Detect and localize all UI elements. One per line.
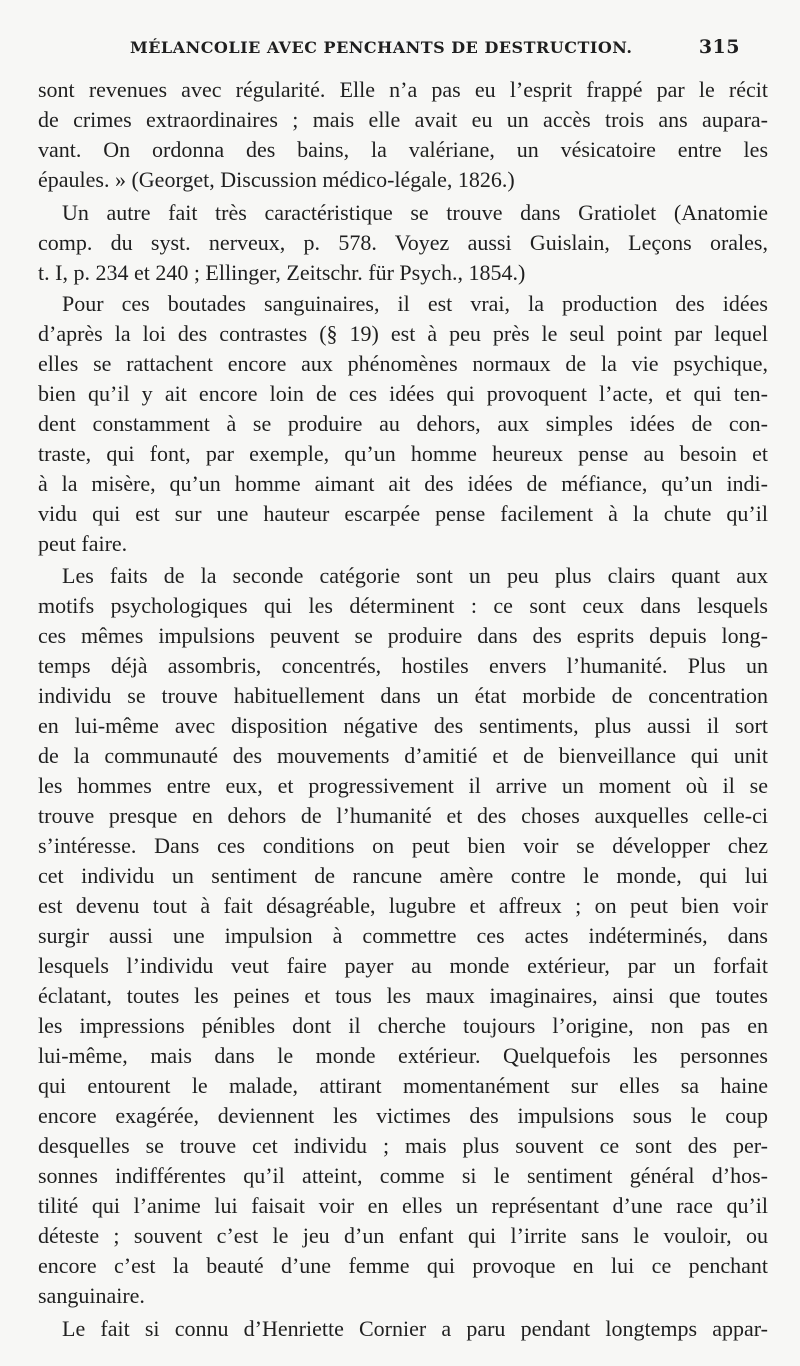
text-line: est devenu tout à fait désagréable, lugubre et affreux ; on peut bien voir: [38, 893, 768, 918]
text-line: traste, qui font, par exemple, qu’un homme heureux pense au besoin et: [38, 441, 768, 466]
text-line: vant. On ordonna des bains, la valériane, un vésicatoire entre les: [38, 137, 768, 162]
text-line: ces mêmes impulsions peuvent se produire dans des esprits depuis long-: [38, 623, 768, 648]
text-line: en lui-même avec disposition négative des sentiments, plus aussi il sort: [38, 713, 768, 738]
page-header: [130, 38, 740, 64]
text-line: cet individu un sentiment de rancune amère contre le monde, qui lui: [38, 863, 768, 888]
text-line: les impressions pénibles dont il cherche toujours l’origine, non pas en: [38, 1013, 768, 1038]
text-line: de la communauté des mouvements d’amitié et de bienveillance qui unit: [38, 743, 768, 768]
running-title: MÉLANCOLIE AVEC PENCHANTS DE DESTRUCTION.: [130, 38, 633, 57]
text-line: de crimes extraordinaires ; mais elle avait eu un accès trois ans aupara-: [38, 107, 768, 132]
text-line: t. I, p. 234 et 240 ; Ellinger, Zeitschr. für Psych., 1854.): [38, 260, 526, 285]
text-line: à la misère, qu’un homme aimant ait des idées de méfiance, qu’un indi-: [38, 471, 768, 496]
text-line: peut faire.: [38, 531, 128, 556]
text-line: elles se rattachent encore aux phénomènes normaux de la vie psychique,: [38, 351, 768, 376]
text-line: lui-même, mais dans le monde extérieur. Quelquefois les personnes: [38, 1043, 768, 1068]
text-line: desquelles se trouve cet individu ; mais plus souvent ce sont des per-: [38, 1133, 768, 1158]
text-line: d’après la loi des contrastes (§ 19) est à peu près le seul point par lequel: [38, 321, 768, 346]
text-line: sont revenues avec régularité. Elle n’a pas eu l’esprit frappé par le récit: [38, 77, 768, 102]
text-line: comp. du syst. nerveux, p. 578. Voyez aussi Guislain, Leçons orales,: [38, 230, 768, 255]
text-line: déteste ; souvent c’est le jeu d’un enfant qui l’irrite sans le vouloir, ou: [38, 1223, 768, 1248]
text-line: dent constamment à se produire au dehors, aux simples idées de con-: [38, 411, 768, 436]
text-line: éclatant, toutes les peines et tous les maux imaginaires, ainsi que toutes: [38, 983, 768, 1008]
text-line: lesquels l’individu veut faire payer au monde extérieur, par un forfait: [38, 953, 768, 978]
text-line: Les faits de la seconde catégorie sont un peu plus clairs quant aux: [62, 563, 768, 588]
text-line: trouve presque en dehors de l’humanité et des choses auxquelles celle-ci: [38, 803, 768, 828]
text-line: qui entourent le malade, attirant momentanément sur elles sa haine: [38, 1073, 768, 1098]
text-line: vidu qui est sur une hauteur escarpée pense facilement à la chute qu’il: [38, 501, 768, 526]
text-line: sanguinaire.: [38, 1283, 145, 1308]
text-line: encore exagérée, deviennent les victimes des impulsions sous le coup: [38, 1103, 768, 1128]
text-line: tilité qui l’anime lui faisait voir en elles un représentant d’une race qu’il: [38, 1193, 768, 1218]
text-line: Pour ces boutades sanguinaires, il est vrai, la production des idées: [62, 291, 768, 316]
text-line: bien qu’il y ait encore loin de ces idées qui provoquent l’acte, et qui ten-: [38, 381, 768, 406]
text-line: Un autre fait très caractéristique se trouve dans Gratiolet (Anatomie: [62, 200, 768, 225]
text-line: motifs psychologiques qui les déterminent : ce sont ceux dans lesquels: [38, 593, 768, 618]
text-line: les hommes entre eux, et progressivement il arrive un moment où il se: [38, 773, 768, 798]
text-line: individu se trouve habituellement dans un état morbide de concentration: [38, 683, 768, 708]
text-line: temps déjà assombris, concentrés, hostiles envers l’humanité. Plus un: [38, 653, 768, 678]
text-line: Le fait si connu d’Henriette Cornier a paru pendant longtemps appar-: [62, 1316, 768, 1341]
text-line: surgir aussi une impulsion à commettre ces actes indéterminés, dans: [38, 923, 768, 948]
text-line: encore c’est la beauté d’une femme qui provoque en lui ce penchant: [38, 1253, 768, 1278]
text-line: épaules. » (Georget, Discussion médico-légale, 1826.): [38, 167, 515, 192]
text-line: sonnes indifférentes qu’il atteint, comme si le sentiment général d’hos-: [38, 1163, 768, 1188]
text-line: s’intéresse. Dans ces conditions on peut bien voir se développer chez: [38, 833, 768, 858]
page-number: 315: [698, 36, 740, 58]
